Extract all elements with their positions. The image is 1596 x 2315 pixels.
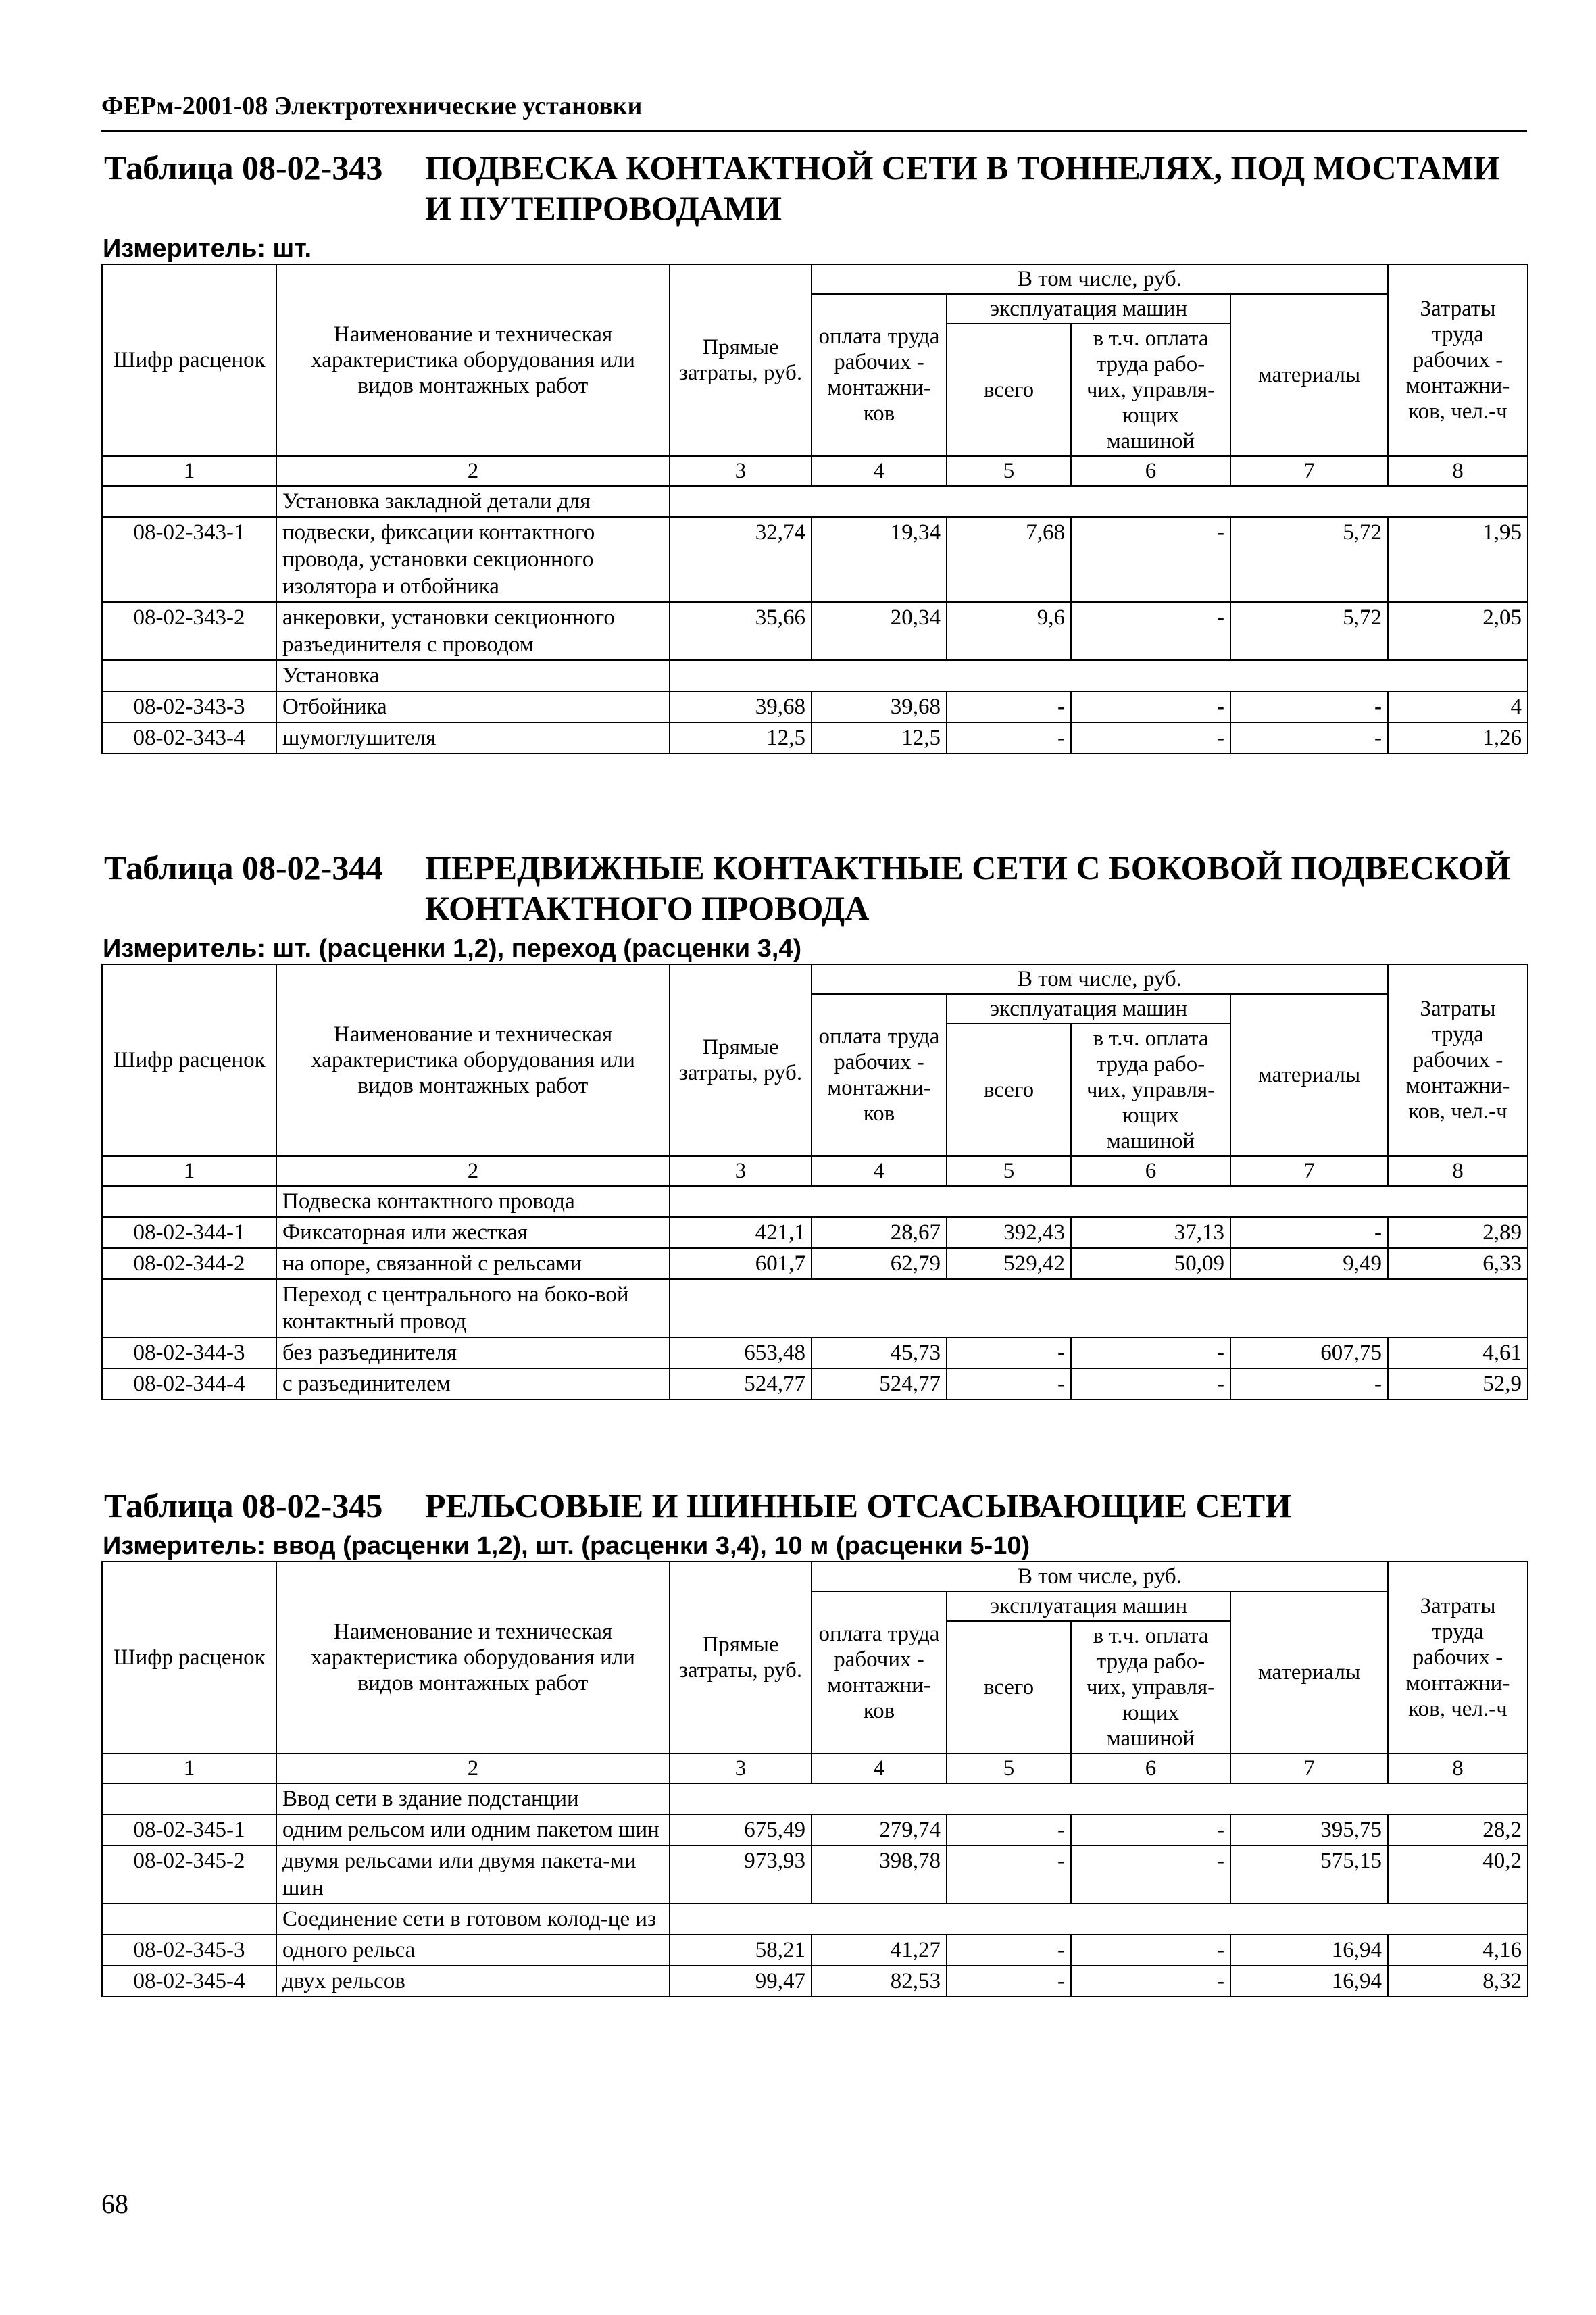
table-title [101, 1485, 1527, 1526]
row-machine-wages: - [1071, 722, 1230, 753]
row-direct: 12,5 [670, 722, 812, 753]
row-direct: 39,68 [670, 691, 812, 722]
column-number: 6 [1071, 1156, 1230, 1186]
row-code: 08-02-344-4 [102, 1368, 276, 1399]
row-labor: 40,2 [1388, 1845, 1528, 1903]
row-materials: - [1230, 722, 1388, 753]
row-wages: 19,34 [812, 517, 947, 602]
row-machine-wages: 37,13 [1071, 1217, 1230, 1248]
row-machines: - [947, 1368, 1071, 1399]
row-labor: 2,89 [1388, 1217, 1528, 1248]
row-direct: 524,77 [670, 1368, 812, 1399]
group-heading: Ввод сети в здание подстанции [276, 1783, 670, 1814]
header-direct: Прямые затраты, руб. [670, 1562, 812, 1753]
row-code: 08-02-343-4 [102, 722, 276, 753]
row-direct: 675,49 [670, 1814, 812, 1845]
group-values-empty [670, 1186, 1528, 1217]
column-number: 5 [947, 1156, 1071, 1186]
row-machines: 392,43 [947, 1217, 1071, 1248]
header-labor: Затраты труда рабочих - монтажни-ков, чел.-ч [1388, 964, 1528, 1156]
header-machines-total: всего [947, 1024, 1071, 1156]
row-name: Отбойника [276, 691, 670, 722]
column-number: 1 [102, 456, 276, 486]
column-number: 8 [1388, 1156, 1528, 1186]
header-wages: оплата труда рабочих - монтажни-ков [812, 1591, 947, 1753]
row-machines: - [947, 1935, 1071, 1966]
row-direct: 973,93 [670, 1845, 812, 1903]
group-values-empty [670, 660, 1528, 691]
group-values-empty [670, 1903, 1528, 1935]
column-number: 5 [947, 1753, 1071, 1783]
group-code-empty [102, 1279, 276, 1337]
column-number: 3 [670, 1753, 812, 1783]
group-heading: Переход с центрального на боко-вой контактный провод [276, 1279, 670, 1337]
header-machines-total: всего [947, 324, 1071, 456]
group-code-empty [102, 1783, 276, 1814]
row-machines: - [947, 1337, 1071, 1368]
group-heading: Соединение сети в готовом колод-це из [276, 1903, 670, 1935]
column-number: 6 [1071, 456, 1230, 486]
table-row [102, 517, 1528, 602]
table-title [101, 847, 1527, 928]
measure-unit: Измеритель: ввод (расценки 1,2), шт. (расценки 3,4), 10 м (расценки 5-10) [103, 1532, 1030, 1560]
rates-table [101, 264, 1528, 754]
row-machines: - [947, 1966, 1071, 1997]
group-row [102, 1783, 1528, 1814]
row-labor: 4,61 [1388, 1337, 1528, 1368]
row-materials: 9,49 [1230, 1248, 1388, 1279]
row-code: 08-02-345-2 [102, 1845, 276, 1903]
header-direct: Прямые затраты, руб. [670, 264, 812, 456]
group-heading: Установка [276, 660, 670, 691]
column-numbers-row [102, 1753, 1528, 1783]
group-row [102, 1186, 1528, 1217]
table-row [102, 1368, 1528, 1399]
column-number: 3 [670, 456, 812, 486]
table-row [102, 1935, 1528, 1966]
row-machines: - [947, 691, 1071, 722]
header-labor: Затраты труда рабочих - монтажни-ков, чел.-ч [1388, 264, 1528, 456]
row-name: двух рельсов [276, 1966, 670, 1997]
table-section-345 [101, 1485, 1527, 1997]
column-number: 8 [1388, 1753, 1528, 1783]
table-row [102, 1217, 1528, 1248]
row-direct: 653,48 [670, 1337, 812, 1368]
table-row [102, 1337, 1528, 1368]
header-code: Шифр расценок [102, 264, 276, 456]
column-numbers-row [102, 456, 1528, 486]
table-title [101, 147, 1527, 228]
group-row [102, 1279, 1528, 1337]
row-machine-wages: - [1071, 1845, 1230, 1903]
group-row [102, 486, 1528, 517]
row-name: с разъединителем [276, 1368, 670, 1399]
row-materials: 607,75 [1230, 1337, 1388, 1368]
row-machine-wages: - [1071, 1368, 1230, 1399]
row-materials: 16,94 [1230, 1966, 1388, 1997]
header-including: В том числе, руб. [812, 964, 1388, 994]
table-row [102, 1966, 1528, 1997]
row-machine-wages: 50,09 [1071, 1248, 1230, 1279]
row-name: Фиксаторная или жесткая [276, 1217, 670, 1248]
row-labor: 2,05 [1388, 602, 1528, 660]
table-name: РЕЛЬСОВЫЕ И ШИННЫЕ ОТСАСЫВАЮЩИЕ СЕТИ [425, 1487, 1292, 1524]
table-number: Таблица 08-02-343 [104, 149, 383, 186]
row-materials: 5,72 [1230, 517, 1388, 602]
group-row [102, 1903, 1528, 1935]
row-machine-wages: - [1071, 691, 1230, 722]
row-code: 08-02-345-4 [102, 1966, 276, 1997]
table-row [102, 722, 1528, 753]
row-direct: 421,1 [670, 1217, 812, 1248]
rates-table [101, 1561, 1528, 1997]
header-materials: материалы [1230, 994, 1388, 1156]
row-materials: - [1230, 691, 1388, 722]
column-numbers-row [102, 1156, 1528, 1186]
row-materials: 16,94 [1230, 1935, 1388, 1966]
row-materials: - [1230, 1368, 1388, 1399]
row-labor: 4 [1388, 691, 1528, 722]
group-values-empty [670, 1279, 1528, 1337]
row-wages: 279,74 [812, 1814, 947, 1845]
header-row [102, 1562, 1528, 1591]
row-machines: - [947, 1845, 1071, 1903]
column-number: 3 [670, 1156, 812, 1186]
row-code: 08-02-344-2 [102, 1248, 276, 1279]
row-direct: 35,66 [670, 602, 812, 660]
row-wages: 20,34 [812, 602, 947, 660]
table-row [102, 602, 1528, 660]
row-wages: 28,67 [812, 1217, 947, 1248]
row-direct: 32,74 [670, 517, 812, 602]
row-name: одного рельса [276, 1935, 670, 1966]
header-row [102, 964, 1528, 994]
header-direct: Прямые затраты, руб. [670, 964, 812, 1156]
row-code: 08-02-343-1 [102, 517, 276, 602]
row-labor: 1,26 [1388, 722, 1528, 753]
row-machine-wages: - [1071, 1337, 1230, 1368]
row-machine-wages: - [1071, 602, 1230, 660]
header-name: Наименование и техническая характеристика оборудования или видов монтажных работ [276, 964, 670, 1156]
group-heading: Подвеска контактного провода [276, 1186, 670, 1217]
column-number: 2 [276, 456, 670, 486]
row-machine-wages: - [1071, 1935, 1230, 1966]
column-number: 1 [102, 1753, 276, 1783]
header-materials: материалы [1230, 1591, 1388, 1753]
measure-unit: Измеритель: шт. (расценки 1,2), переход (расценки 3,4) [103, 935, 802, 963]
row-machine-wages: - [1071, 1814, 1230, 1845]
table-name: ПОДВЕСКА КОНТАКТНОЙ СЕТИ В ТОННЕЛЯХ, ПОД МОСТАМИ И ПУТЕПРОВОДАМИ [425, 149, 1500, 227]
row-code: 08-02-345-3 [102, 1935, 276, 1966]
column-number: 6 [1071, 1753, 1230, 1783]
row-wages: 398,78 [812, 1845, 947, 1903]
header-machines: эксплуатация машин [947, 994, 1230, 1024]
table-row [102, 1845, 1528, 1903]
header-name: Наименование и техническая характеристика оборудования или видов монтажных работ [276, 264, 670, 456]
row-code: 08-02-343-2 [102, 602, 276, 660]
row-name: шумоглушителя [276, 722, 670, 753]
table-row [102, 1814, 1528, 1845]
row-code: 08-02-344-3 [102, 1337, 276, 1368]
column-number: 7 [1230, 456, 1388, 486]
header-code: Шифр расценок [102, 1562, 276, 1753]
row-wages: 45,73 [812, 1337, 947, 1368]
header-machines: эксплуатация машин [947, 1591, 1230, 1621]
row-labor: 52,9 [1388, 1368, 1528, 1399]
page-number: 68 [101, 2189, 128, 2219]
row-name: одним рельсом или одним пакетом шин [276, 1814, 670, 1845]
row-wages: 39,68 [812, 691, 947, 722]
header-materials: материалы [1230, 294, 1388, 456]
column-number: 7 [1230, 1156, 1388, 1186]
column-number: 1 [102, 1156, 276, 1186]
row-wages: 62,79 [812, 1248, 947, 1279]
row-machines: - [947, 722, 1071, 753]
table-section-343 [101, 147, 1527, 754]
group-code-empty [102, 660, 276, 691]
group-values-empty [670, 1783, 1528, 1814]
header-row [102, 264, 1528, 294]
row-code: 08-02-344-1 [102, 1217, 276, 1248]
group-row [102, 660, 1528, 691]
row-labor: 1,95 [1388, 517, 1528, 602]
row-materials: 5,72 [1230, 602, 1388, 660]
row-wages: 524,77 [812, 1368, 947, 1399]
group-code-empty [102, 486, 276, 517]
header-machines: эксплуатация машин [947, 294, 1230, 324]
row-machines: 529,42 [947, 1248, 1071, 1279]
row-wages: 12,5 [812, 722, 947, 753]
header-labor: Затраты труда рабочих - монтажни-ков, чел.-ч [1388, 1562, 1528, 1753]
group-heading: Установка закладной детали для [276, 486, 670, 517]
header-machines-wages: в т.ч. оплата труда рабо-чих, управля-ющих машиной [1071, 1621, 1230, 1753]
row-name: двумя рельсами или двумя пакета-ми шин [276, 1845, 670, 1903]
header-name: Наименование и техническая характеристика оборудования или видов монтажных работ [276, 1562, 670, 1753]
table-section-344 [101, 847, 1527, 1400]
running-header: ФЕРм-2001-08 Электротехнические установки [101, 92, 643, 120]
row-labor: 28,2 [1388, 1814, 1528, 1845]
column-number: 4 [812, 456, 947, 486]
row-machines: - [947, 1814, 1071, 1845]
row-code: 08-02-345-1 [102, 1814, 276, 1845]
row-wages: 41,27 [812, 1935, 947, 1966]
table-number: Таблица 08-02-344 [104, 849, 383, 887]
rates-table [101, 964, 1528, 1400]
header-including: В том числе, руб. [812, 264, 1388, 294]
row-code: 08-02-343-3 [102, 691, 276, 722]
row-machine-wages: - [1071, 517, 1230, 602]
column-number: 7 [1230, 1753, 1388, 1783]
column-number: 4 [812, 1753, 947, 1783]
row-materials: 575,15 [1230, 1845, 1388, 1903]
header-including: В том числе, руб. [812, 1562, 1388, 1591]
column-number: 5 [947, 456, 1071, 486]
table-row [102, 1248, 1528, 1279]
row-materials: 395,75 [1230, 1814, 1388, 1845]
table-row [102, 691, 1528, 722]
measure-unit: Измеритель: шт. [103, 234, 312, 263]
row-direct: 99,47 [670, 1966, 812, 1997]
row-name: подвески, фиксации контактного провода, установки секционного изолятора и отбойника [276, 517, 670, 602]
row-wages: 82,53 [812, 1966, 947, 1997]
header-rule [101, 130, 1527, 132]
group-values-empty [670, 486, 1528, 517]
row-labor: 4,16 [1388, 1935, 1528, 1966]
column-number: 2 [276, 1156, 670, 1186]
row-machines: 9,6 [947, 602, 1071, 660]
column-number: 2 [276, 1753, 670, 1783]
group-code-empty [102, 1186, 276, 1217]
header-wages: оплата труда рабочих - монтажни-ков [812, 994, 947, 1156]
row-name: анкеровки, установки секционного разъединителя с проводом [276, 602, 670, 660]
header-machines-total: всего [947, 1621, 1071, 1753]
row-machine-wages: - [1071, 1966, 1230, 1997]
row-labor: 8,32 [1388, 1966, 1528, 1997]
row-direct: 601,7 [670, 1248, 812, 1279]
table-name: ПЕРЕДВИЖНЫЕ КОНТАКТНЫЕ СЕТИ С БОКОВОЙ ПОДВЕСКОЙ КОНТАКТНОГО ПРОВОДА [425, 849, 1511, 927]
header-wages: оплата труда рабочих - монтажни-ков [812, 294, 947, 456]
row-machines: 7,68 [947, 517, 1071, 602]
row-materials: - [1230, 1217, 1388, 1248]
header-code: Шифр расценок [102, 964, 276, 1156]
row-name: на опоре, связанной с рельсами [276, 1248, 670, 1279]
row-name: без разъединителя [276, 1337, 670, 1368]
header-machines-wages: в т.ч. оплата труда рабо-чих, управля-ющих машиной [1071, 1024, 1230, 1156]
row-labor: 6,33 [1388, 1248, 1528, 1279]
header-machines-wages: в т.ч. оплата труда рабо-чих, управля-ющих машиной [1071, 324, 1230, 456]
group-code-empty [102, 1903, 276, 1935]
row-direct: 58,21 [670, 1935, 812, 1966]
column-number: 4 [812, 1156, 947, 1186]
column-number: 8 [1388, 456, 1528, 486]
table-number: Таблица 08-02-345 [104, 1487, 383, 1524]
